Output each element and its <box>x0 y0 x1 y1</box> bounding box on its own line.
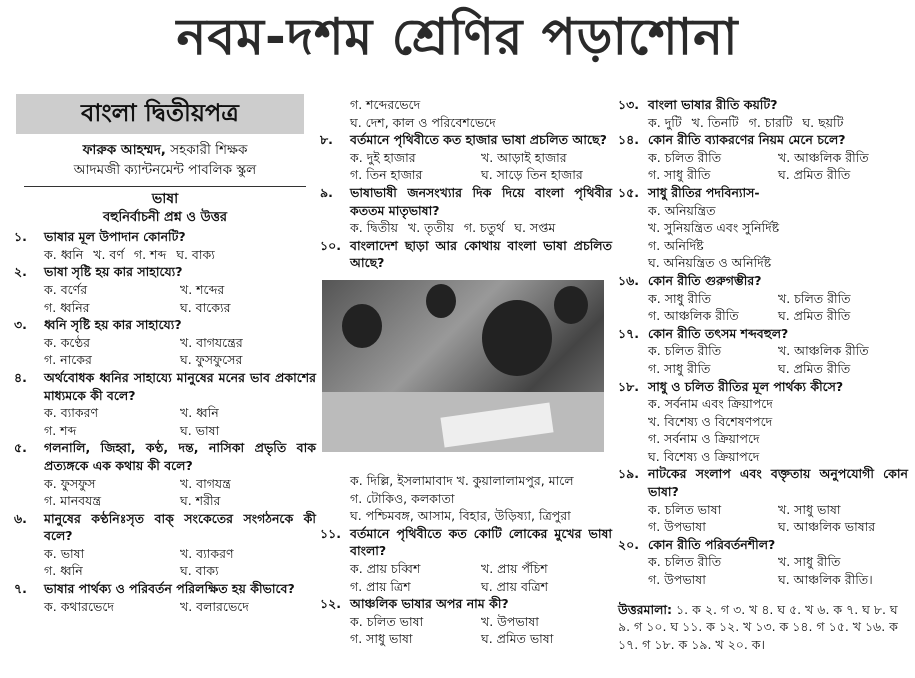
question-number: ৯. <box>320 184 333 200</box>
option: গ. চতুর্থ <box>463 220 505 236</box>
option: গ. তিন হাজার <box>350 167 423 183</box>
photo-student <box>554 286 588 324</box>
question-text: ভাষার পার্থক্য ও পরিবর্তন পরিলক্ষিত হয় কীভাবে? <box>44 581 295 597</box>
question-text: সাধু ও চলিত রীতির মূল পার্থক্য কীসে? <box>648 378 844 394</box>
option: ঘ. প্রমিত ভাষা <box>481 631 554 647</box>
option: ঘ. প্রায় বত্রিশ <box>481 578 549 594</box>
question-number: ১৩. <box>618 97 639 112</box>
question <box>618 536 908 554</box>
question-text: কোন রীতি পরিবর্তনশীল? <box>648 536 776 552</box>
options <box>320 149 612 184</box>
question-number: ১২. <box>320 596 341 612</box>
question-number: ৫. <box>14 440 27 456</box>
question-number: ১৬. <box>618 272 639 288</box>
option: খ. ধ্বনি <box>180 405 219 421</box>
question-text: বর্তমানে পৃথিবীতে কত কোটি লোকের মুখের ভাষা বাংলা? <box>350 525 612 559</box>
school-name: আদমজী ক্যান্টনমেন্ট পাবলিক স্কুল <box>73 162 257 178</box>
question-text: গলনালি, জিহ্বা, কণ্ঠ, দন্ত, নাসিকা প্রভৃতি বাক প্রত্যঙ্গকে এক কথায় কী বলে? <box>44 440 316 473</box>
question <box>320 595 612 613</box>
options <box>14 334 316 369</box>
answer-key-label: উত্তরমালা: <box>618 601 673 617</box>
option: ঘ. ভাষা <box>180 422 220 438</box>
options <box>618 395 908 465</box>
option: গ. শব্দ <box>44 422 77 438</box>
question-number: ৩. <box>14 317 27 333</box>
option: ঘ. বিশেষ্য ও ক্রিয়াপদে <box>648 448 760 464</box>
byline <box>14 140 316 180</box>
option: খ. বর্ণ <box>93 246 124 262</box>
column-middle <box>320 96 612 648</box>
option: ক. দিল্লি, ইসলামাবাদ খ. কুয়ালালামপুর, মালে <box>350 472 574 488</box>
question-text: মানুষের কণ্ঠনিঃসৃত বাক্ সংকেতের সংগঠনকে কী বলে? <box>44 510 316 544</box>
question-number: ৮. <box>320 132 333 148</box>
question-text: নাটকের সংলাপ এবং বক্তৃতায় অনুপযোগী কোন ভাষা? <box>648 466 908 500</box>
column-left <box>14 90 316 615</box>
subsection-heading: বহুনির্বাচনী প্রশ্ন ও উত্তর <box>102 209 228 225</box>
question-number: ২. <box>14 264 27 280</box>
question <box>618 272 908 290</box>
option: ক. অনিয়ন্ত্রিত <box>648 202 716 218</box>
question <box>14 439 316 474</box>
question-number: ১. <box>14 229 27 245</box>
option: গ. সর্বনাম ও ক্রিয়াপদে <box>648 431 760 447</box>
option: গ. ধ্বনি <box>44 563 83 579</box>
option: খ. উপভাষা <box>481 613 539 629</box>
options <box>618 501 908 536</box>
option: খ. শব্দের <box>180 281 225 297</box>
option: ঘ. বাক্য <box>176 246 215 262</box>
option: খ. আঞ্চলিক রীতি <box>778 149 869 165</box>
question-text: কোন রীতি তৎসম শব্দবহুল? <box>648 325 789 341</box>
option: ক. চলিত ভাষা <box>648 501 722 517</box>
question-list <box>14 228 316 615</box>
option: গ. চারটি <box>748 114 793 130</box>
author-role: সহকারী শিক্ষক <box>170 142 248 158</box>
option: ক. দুটি <box>648 114 682 130</box>
option: গ. উপভাষা <box>648 519 706 535</box>
question-text: ভাষা সৃষ্টি হয় কার সাহায্যে? <box>44 264 183 280</box>
question-text: সাধু রীতির পদবিন্যাস- <box>648 184 760 200</box>
options <box>618 290 908 325</box>
option: গ. শব্দ <box>133 246 167 262</box>
option: খ. ব্যাকরণ <box>180 545 234 561</box>
question-text: কোন রীতি ব্যাকরণের নিয়ম মেনে চলে? <box>648 132 846 148</box>
option: গ. উপভাষা <box>648 572 706 588</box>
options <box>618 149 908 184</box>
options <box>618 114 908 132</box>
option: ক. দ্বিতীয় <box>350 220 399 236</box>
option: ক. দুই হাজার <box>350 149 416 165</box>
question <box>320 184 612 219</box>
option: ক. ফুসফুস <box>44 475 96 491</box>
question-10-options <box>320 472 612 525</box>
option: ক. ধ্বনি <box>44 246 84 262</box>
option: ঘ. প্রমিত রীতি <box>778 167 851 183</box>
divider <box>24 186 306 187</box>
option: ঘ. সাড়ে তিন হাজার <box>481 167 583 183</box>
question-number: ১৭. <box>618 325 639 341</box>
option: খ. প্রায় পঁচিশ <box>481 560 548 576</box>
options <box>320 613 612 648</box>
option: খ. সাধু রীতি <box>778 554 841 570</box>
option: গ. শব্দেরভেদে <box>350 97 421 112</box>
option: গ. সাধু রীতি <box>648 167 711 183</box>
option: ঘ. প্রমিত রীতি <box>778 308 851 324</box>
option: ঘ. আঞ্চলিক ভাষার <box>778 519 876 535</box>
masthead-title: নবম-দশম শ্রেণির পড়াশোনা <box>176 7 739 66</box>
author-name: ফারুক আহম্মদ, <box>82 142 166 158</box>
question <box>14 263 316 281</box>
question-list <box>320 131 612 272</box>
option: ঘ. বাক্য <box>180 563 219 579</box>
options <box>14 246 316 264</box>
question <box>320 237 612 272</box>
option: ঘ. দেশ, কাল ও পরিবেশভেদে <box>350 114 496 130</box>
options <box>14 598 316 616</box>
option: খ. আঞ্চলিক রীতি <box>778 343 869 359</box>
option: গ. সাধু ভাষা <box>350 631 413 647</box>
option: ক. ব্যাকরণ <box>44 405 99 421</box>
option: ক. সর্বনাম এবং ক্রিয়াপদে <box>648 396 773 412</box>
continued-options <box>320 96 612 131</box>
option: ঘ. শরীর <box>180 493 221 509</box>
question <box>14 510 316 545</box>
exam-hall-photo <box>322 280 604 452</box>
question-text: ভাষাভাষী জনসংখ্যার দিক দিয়ে বাংলা পৃথিবীর কততম মাতৃভাষা? <box>350 184 612 218</box>
option: ঘ. অনিয়ন্ত্রিত ও অনির্দিষ্ট <box>648 255 772 271</box>
question-text: ধ্বনি সৃষ্টি হয় কার সাহায্যে? <box>44 317 182 333</box>
option: ক. প্রায় চব্বিশ <box>350 560 421 576</box>
subject-banner: বাংলা দ্বিতীয়পত্র <box>16 94 304 134</box>
question-number: ১৪. <box>618 132 639 148</box>
question <box>14 316 316 334</box>
option: ঘ. বাক্যের <box>180 299 231 315</box>
question-text: বাংলা ভাষার রীতি কয়টি? <box>648 97 778 112</box>
question-list <box>320 525 612 648</box>
options <box>618 553 908 588</box>
question <box>618 378 908 396</box>
question-text: বাংলাদেশ ছাড়া আর কোথায় বাংলা ভাষা প্রচলিত আছে? <box>350 237 612 271</box>
option: গ. প্রায় ত্রিশ <box>350 578 411 594</box>
question-number: ৬. <box>14 510 27 526</box>
option: খ. তিনটি <box>691 114 739 130</box>
option: ক. চলিত রীতি <box>648 554 722 570</box>
photo-student <box>426 284 456 318</box>
option: খ. চলিত রীতি <box>778 290 851 306</box>
option: ক. কথারভেদে <box>44 598 114 614</box>
question-number: ২০. <box>618 536 640 552</box>
question <box>14 580 316 598</box>
options <box>14 404 316 439</box>
question-number: ১৫. <box>618 184 639 200</box>
question <box>618 131 908 149</box>
option: খ. বলারভেদে <box>180 598 249 614</box>
question-text: অর্থবোধক ধ্বনির সাহায্যে মানুষের মনের ভাব প্রকাশের মাধ্যমকে কী বলে? <box>44 369 316 403</box>
options <box>320 219 612 237</box>
question <box>320 131 612 149</box>
option: ক. সাধু রীতি <box>648 290 711 306</box>
question <box>14 228 316 246</box>
option: ক. চলিত ভাষা <box>350 613 424 629</box>
option: গ. টোকিও, কলকাতা <box>350 490 455 506</box>
options <box>14 545 316 580</box>
option: ঘ. প্রমিত রীতি <box>778 360 851 376</box>
question-number: ৭. <box>14 581 27 597</box>
option: খ. বাগযন্ত্রের <box>180 334 243 350</box>
answer-key <box>618 601 908 654</box>
option: খ. সুনিয়ন্ত্রিত এবং সুনির্দিষ্ট <box>648 220 780 236</box>
options <box>618 342 908 377</box>
option: ক. চলিত রীতি <box>648 343 722 359</box>
question <box>320 525 612 560</box>
options <box>618 202 908 272</box>
option: ক. কণ্ঠের <box>44 334 90 350</box>
answer-key-text: ১. ক ২. গ ৩. খ ৪. ঘ ৫. খ ৬. ক ৭. ঘ ৮. ঘ ৯. গ ১০. ঘ ১১. ক ১২. খ ১৩. ক ১৪. গ ১৫. খ ১৬. ক ১৭. গ ১৮. ক ১৯. খ ২০. ক। <box>618 601 898 652</box>
question-number: ১০. <box>320 237 341 253</box>
question <box>618 184 908 202</box>
question <box>618 96 908 114</box>
option: গ. ধ্বনির <box>44 299 90 315</box>
option: ঘ. পশ্চিমবঙ্গ, আসাম, বিহার, উড়িষ্যা, ত্রিপুরা <box>350 508 571 524</box>
option: খ. তৃতীয় <box>408 220 454 236</box>
question-number: ১১. <box>320 525 341 541</box>
option: ঘ. ছয়টি <box>802 114 844 130</box>
question <box>618 325 908 343</box>
question-number: ১৮. <box>618 378 639 394</box>
question-text: আঞ্চলিক ভাষার অপর নাম কী? <box>350 596 509 612</box>
option: গ. নাকের <box>44 352 92 368</box>
photo-student <box>342 304 382 348</box>
option: ক. চলিত রীতি <box>648 149 722 165</box>
option: খ. সাধু ভাষা <box>778 501 841 517</box>
options <box>320 560 612 595</box>
question-text: ভাষার মূল উপাদান কোনটি? <box>44 229 186 245</box>
question-text: বর্তমানে পৃথিবীতে কত হাজার ভাষা প্রচলিত আছে? <box>350 132 607 148</box>
column-right <box>618 96 908 653</box>
options <box>14 475 316 510</box>
options <box>14 281 316 316</box>
question-number: ৪. <box>14 369 27 385</box>
question <box>14 369 316 404</box>
option: খ. আড়াই হাজার <box>481 149 567 165</box>
option: খ. বাগযন্ত্র <box>180 475 231 491</box>
option: গ. অনির্দিষ্ট <box>648 237 704 253</box>
option: গ. সাধু রীতি <box>648 360 711 376</box>
question-text: কোন রীতি গুরুগম্ভীর? <box>648 272 762 288</box>
photo-student <box>482 300 552 376</box>
option: ঘ. আঞ্চলিক রীতি। <box>778 572 873 588</box>
option: গ. মানবযন্ত্র <box>44 493 102 509</box>
section-heading: ভাষা <box>151 191 179 207</box>
question-number: ১৯. <box>618 466 639 482</box>
option: গ. আঞ্চলিক রীতি <box>648 308 739 324</box>
option: ক. ভাষা <box>44 545 85 561</box>
question-list <box>618 96 908 589</box>
option: ক. বর্ণের <box>44 281 88 297</box>
question <box>618 465 908 500</box>
option: খ. বিশেষ্য ও বিশেষণপদে <box>648 413 773 429</box>
option: ঘ. ফুসফুসের <box>180 352 243 368</box>
option: ঘ. সপ্তম <box>514 220 556 236</box>
